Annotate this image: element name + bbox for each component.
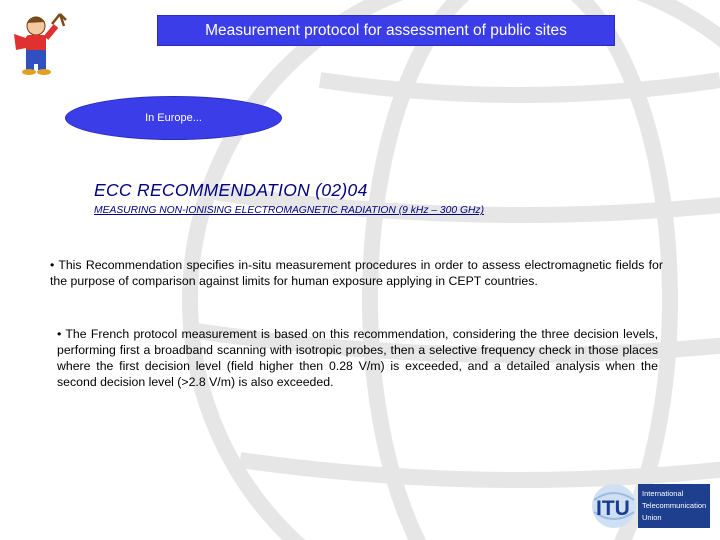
logo-line-1: International: [642, 489, 684, 498]
mascot-icon: [4, 10, 72, 76]
logo-line-3: Union: [642, 513, 662, 522]
itu-logo: [588, 478, 712, 534]
logo-acronym: ITU: [596, 497, 630, 520]
region-oval-label: In Europe...: [65, 96, 282, 140]
body-paragraph-1: • This Recommendation specifies in-situ measurement procedures in order to assess electromagnetic fields for the purpose of comparison against limits for human exposure applying in CEPT countries.: [50, 258, 663, 288]
slide-title-banner: Measurement protocol for assessment of public sites: [157, 15, 615, 46]
body-paragraph-2: • The French protocol measurement is based on this recommendation, considering the three decision levels, performing first a broadband scanning with isotropic probes, then a selective frequency check in those places where the first decision level (field higher then 0.28 V/m) is exceeded, and a detailed analysis when the second decision level (>2.8 V/m) is also exceeded.: [57, 327, 658, 389]
logo-line-2: Telecommunication: [642, 501, 707, 510]
recommendation-title: ECC RECOMMENDATION (02)04: [94, 180, 368, 200]
recommendation-subtitle: MEASURING NON-IONISING ELECTROMAGNETIC RADIATION (9 kHz – 300 GHz): [94, 205, 484, 216]
